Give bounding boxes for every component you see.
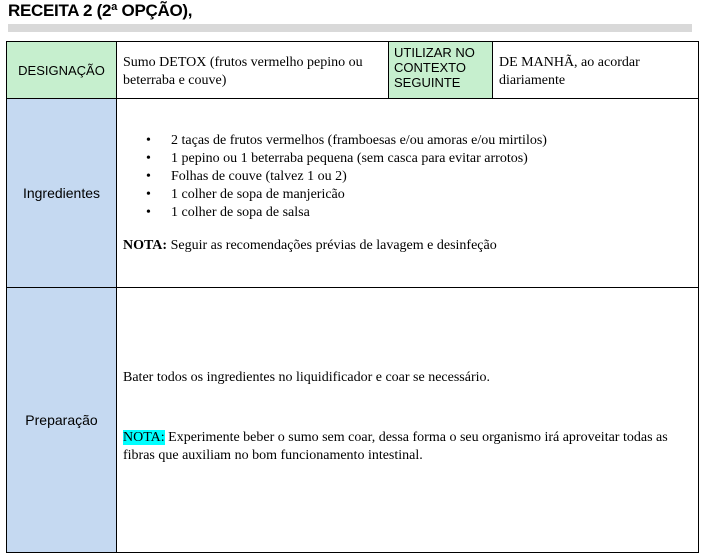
- bullet-icon: •: [146, 133, 151, 148]
- title-rule: [8, 24, 692, 32]
- list-item: • Folhas de couve (talvez 1 ou 2): [146, 169, 347, 184]
- bullet-icon: •: [146, 151, 151, 166]
- preparation-row: [7, 288, 699, 553]
- list-item: • 1 colher de sopa de manjericão: [146, 187, 345, 202]
- note-text: Seguir as recomendações prévias de lavagem e desinfeção: [167, 238, 497, 253]
- designation-row: [7, 42, 699, 99]
- ingredients-note: [123, 237, 692, 255]
- note-text: Experimente beber o sumo sem coar, dessa forma o seu organismo irá aproveitar todas as fibras que auxiliam no bom funcionamento intestinal.: [123, 430, 668, 463]
- note-label-highlighted: NOTA:: [123, 430, 165, 445]
- list-item: • 2 taças de frutos vermelhos (framboesas e/ou amoras e/ou mirtilos): [146, 133, 547, 148]
- preparation-note: [123, 429, 692, 465]
- bullet-icon: •: [146, 205, 151, 220]
- context-value: DE MANHÃ, ao acordar diariamente: [493, 42, 699, 99]
- designation-label: DESIGNAÇÃO: [7, 42, 117, 99]
- ingredients-list: [123, 132, 692, 222]
- ingredients-content: [117, 99, 699, 288]
- bullet-icon: •: [146, 187, 151, 202]
- list-item: • 1 colher de sopa de salsa: [146, 205, 310, 220]
- preparation-content: [117, 288, 699, 553]
- preparation-label: Preparação: [7, 288, 117, 553]
- ingredients-row: [7, 99, 699, 288]
- list-item: • 1 pepino ou 1 beterraba pequena (sem casca para evitar arrotos): [146, 151, 528, 166]
- designation-value: Sumo DETOX (frutos vermelho pepino ou beterraba e couve): [117, 42, 389, 99]
- context-label: UTILIZAR NO CONTEXTO SEGUINTE: [389, 42, 493, 99]
- ingredients-label: Ingredientes: [7, 99, 117, 288]
- note-label: NOTA:: [123, 238, 168, 253]
- page-title: RECEITA 2 (2ª OPÇÃO),: [8, 1, 193, 20]
- bullet-icon: •: [146, 169, 151, 184]
- recipe-table: [6, 41, 699, 553]
- preparation-text: Bater todos os ingredientes no liquidificador e coar se necessário.: [123, 370, 490, 385]
